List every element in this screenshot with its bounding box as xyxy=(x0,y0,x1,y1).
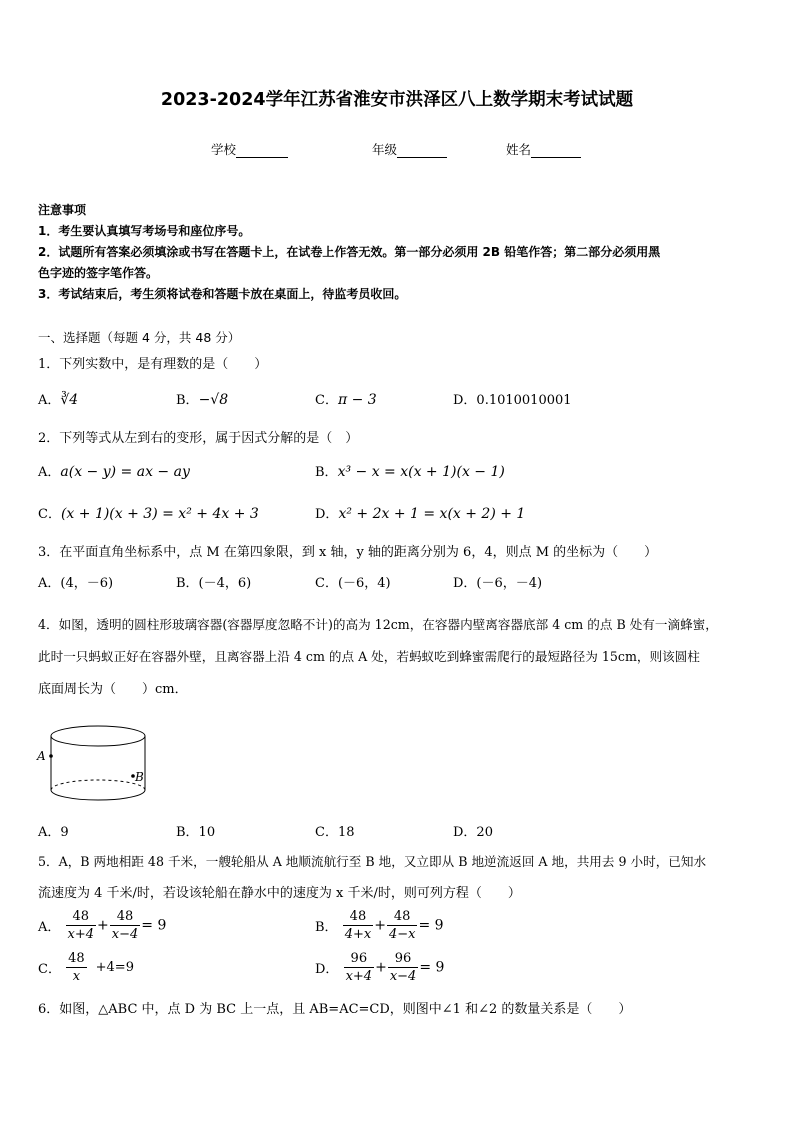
q1-option-d[interactable]: D．0.1010010001 xyxy=(453,393,572,408)
point-a-label: A xyxy=(37,749,46,763)
q1-b-label: B． xyxy=(176,393,199,408)
q3-option-c[interactable]: C．(－6，4) xyxy=(315,576,391,591)
q3-option-b[interactable]: B．(－4，6) xyxy=(176,576,252,591)
q2-d-expr: x² + 2x + 1 = x(x + 2) + 1 xyxy=(338,506,526,522)
q1-c-expr: π − 3 xyxy=(337,392,377,408)
q5-d-frac1-num: 96 xyxy=(344,950,375,968)
q4-option-d[interactable]: D．20 xyxy=(453,825,493,840)
note-item-3: 3．考试结束后，考生须将试卷和答题卡放在桌面上，待监考员收回。 xyxy=(38,287,407,301)
q5-b-label: B． xyxy=(315,920,338,935)
name-field xyxy=(506,140,581,158)
notes-heading: 注意事项 xyxy=(38,203,87,217)
q1-option-c[interactable] xyxy=(315,389,377,408)
q5-a-plus: + xyxy=(97,917,109,934)
q2-option-b[interactable] xyxy=(315,461,505,480)
q5-option-a[interactable] xyxy=(38,908,166,943)
point-a-dot xyxy=(49,754,53,758)
q5-b-eq: = 9 xyxy=(418,917,444,934)
q5-b-frac1 xyxy=(343,908,374,943)
q4-stem-line3: 底面周长为（ ）cm． xyxy=(38,682,188,697)
q2-option-d[interactable] xyxy=(315,503,525,522)
q3-stem: 3．在平面直角坐标系中，点 M 在第四象限，到 x 轴，y 轴的距离分别为 6，4，则点 M 的坐标为（ ） xyxy=(38,545,658,560)
q5-c-frac-num: 48 xyxy=(68,951,85,966)
q5-stem-line2: 流速度为 4 千米/时，若设该轮船在静水中的速度为 x 千米/时，则可列方程（ ） xyxy=(38,886,521,901)
school-field xyxy=(211,140,288,158)
q5-c-tail: +4=9 xyxy=(95,960,134,975)
cylinder-bottom-front xyxy=(51,790,145,800)
q5-b-frac1-den: 4+x xyxy=(344,927,372,942)
cylinder-bottom-back xyxy=(51,780,145,790)
q1-a-expr: ∛4 xyxy=(60,392,79,408)
q3-option-a[interactable]: A．(4，－6) xyxy=(38,576,114,591)
note-item-1: 1．考生要认真填写考场号和座位序号。 xyxy=(38,224,251,238)
q5-a-eq: = 9 xyxy=(141,917,167,934)
exam-title: 2023-2024学年江苏省淮安市洪泽区八上数学期末考试试题 xyxy=(160,90,634,110)
q5-d-label: D． xyxy=(315,962,339,977)
q5-option-d[interactable] xyxy=(315,950,444,985)
q5-a-label: A． xyxy=(38,920,61,935)
q4-option-a[interactable]: A．9 xyxy=(38,825,69,840)
q5-c-label: C． xyxy=(38,962,61,977)
q5-b-plus: + xyxy=(374,917,386,934)
cylinder-figure xyxy=(34,722,154,808)
note-item-2: 2．试题所有答案必须填涂或书写在答题卡上，在试卷上作答无效。第一部分必须用 2B 铅笔作答；第二部分必须用黑 xyxy=(38,245,661,259)
q4-option-c[interactable]: C．18 xyxy=(315,825,355,840)
q2-option-c[interactable] xyxy=(38,503,259,522)
q4-stem-line1: 4．如图，透明的圆柱形玻璃容器(容器厚度忽略不计)的高为 12cm，在容器内壁离容器底部 4 cm 的点 B 处有一滴蜂蜜， xyxy=(38,617,718,632)
school-label: 学校 xyxy=(211,142,237,157)
grade-label: 年级 xyxy=(372,142,398,157)
q6-stem: 6．如图，△ABC 中，点 D 为 BC 上一点，且 AB=AC=CD，则图中∠1 和∠2 的数量关系是（ ） xyxy=(38,1002,632,1017)
q5-d-frac1 xyxy=(344,950,375,985)
q5-a-frac2-num: 48 xyxy=(110,908,141,926)
q5-d-frac2-den: x−4 xyxy=(389,969,417,984)
q1-b-expr: −√8 xyxy=(198,392,229,408)
q5-a-frac1-num: 48 xyxy=(66,908,97,926)
q5-option-b[interactable] xyxy=(315,908,444,943)
cylinder-top-ellipse xyxy=(51,726,145,746)
q1-a-label: A． xyxy=(38,393,61,408)
q5-b-frac2-num: 48 xyxy=(387,908,418,926)
q1-stem: 1．下列实数中，是有理数的是（ ） xyxy=(38,357,268,372)
q5-stem-line1: 5．A，B 两地相距 48 千米，一艘轮船从 A 地顺流航行至 B 地，又立即从 B 地逆流返回 A 地，共用去 9 小时，已知水 xyxy=(38,854,707,869)
note-item-2-cont: 色字迹的签字笔作答。 xyxy=(38,266,159,280)
q3-option-d[interactable]: D．(－6，－4) xyxy=(453,576,543,591)
q5-d-eq: = 9 xyxy=(419,959,445,976)
q5-a-frac2 xyxy=(110,908,141,943)
q1-option-b[interactable] xyxy=(176,389,228,408)
q5-d-frac2 xyxy=(388,950,419,985)
q1-c-label: C． xyxy=(315,393,338,408)
q5-d-frac2-num: 96 xyxy=(388,950,419,968)
q2-c-expr: (x + 1)(x + 3) = x² + 4x + 3 xyxy=(60,506,259,522)
q2-option-a[interactable] xyxy=(38,461,190,480)
q2-stem: 2．下列等式从左到右的变形，属于因式分解的是（ ） xyxy=(38,431,359,446)
q5-a-frac2-den: x−4 xyxy=(111,927,139,942)
name-blank[interactable] xyxy=(531,143,581,158)
q5-c-frac-den: x xyxy=(72,969,81,984)
q1-option-a[interactable] xyxy=(38,389,78,408)
q2-a-label: A． xyxy=(38,465,61,480)
grade-field xyxy=(372,140,447,158)
grade-blank[interactable] xyxy=(397,143,447,158)
q4-option-b[interactable]: B．10 xyxy=(176,825,216,840)
q5-d-plus: + xyxy=(375,959,387,976)
q5-c-frac xyxy=(66,950,87,985)
q2-a-expr: a(x − y) = ax − ay xyxy=(60,464,190,480)
point-b-label: B xyxy=(135,770,144,784)
section-heading: 一、选择题（每题 4 分，共 48 分） xyxy=(38,330,241,345)
q5-b-frac2 xyxy=(387,908,418,943)
q5-a-frac1-den: x+4 xyxy=(67,927,95,942)
school-blank[interactable] xyxy=(236,143,288,158)
q5-option-c[interactable] xyxy=(38,950,134,985)
q5-b-frac2-den: 4−x xyxy=(388,927,416,942)
notes-block xyxy=(38,200,660,305)
q4-stem-line2: 此时一只蚂蚁正好在容器外壁，且离容器上沿 4 cm 的点 A 处，若蚂蚁吃到蜂蜜需爬行的最短路径为 15cm，则该圆柱 xyxy=(38,649,700,664)
q2-b-label: B． xyxy=(315,465,338,480)
q5-d-frac1-den: x+4 xyxy=(345,969,373,984)
q5-a-frac1 xyxy=(66,908,97,943)
q2-c-label: C． xyxy=(38,507,61,522)
q2-b-expr: x³ − x = x(x + 1)(x − 1) xyxy=(337,464,505,480)
q5-b-frac1-num: 48 xyxy=(343,908,374,926)
name-label: 姓名 xyxy=(506,142,532,157)
q2-d-label: D． xyxy=(315,507,339,522)
